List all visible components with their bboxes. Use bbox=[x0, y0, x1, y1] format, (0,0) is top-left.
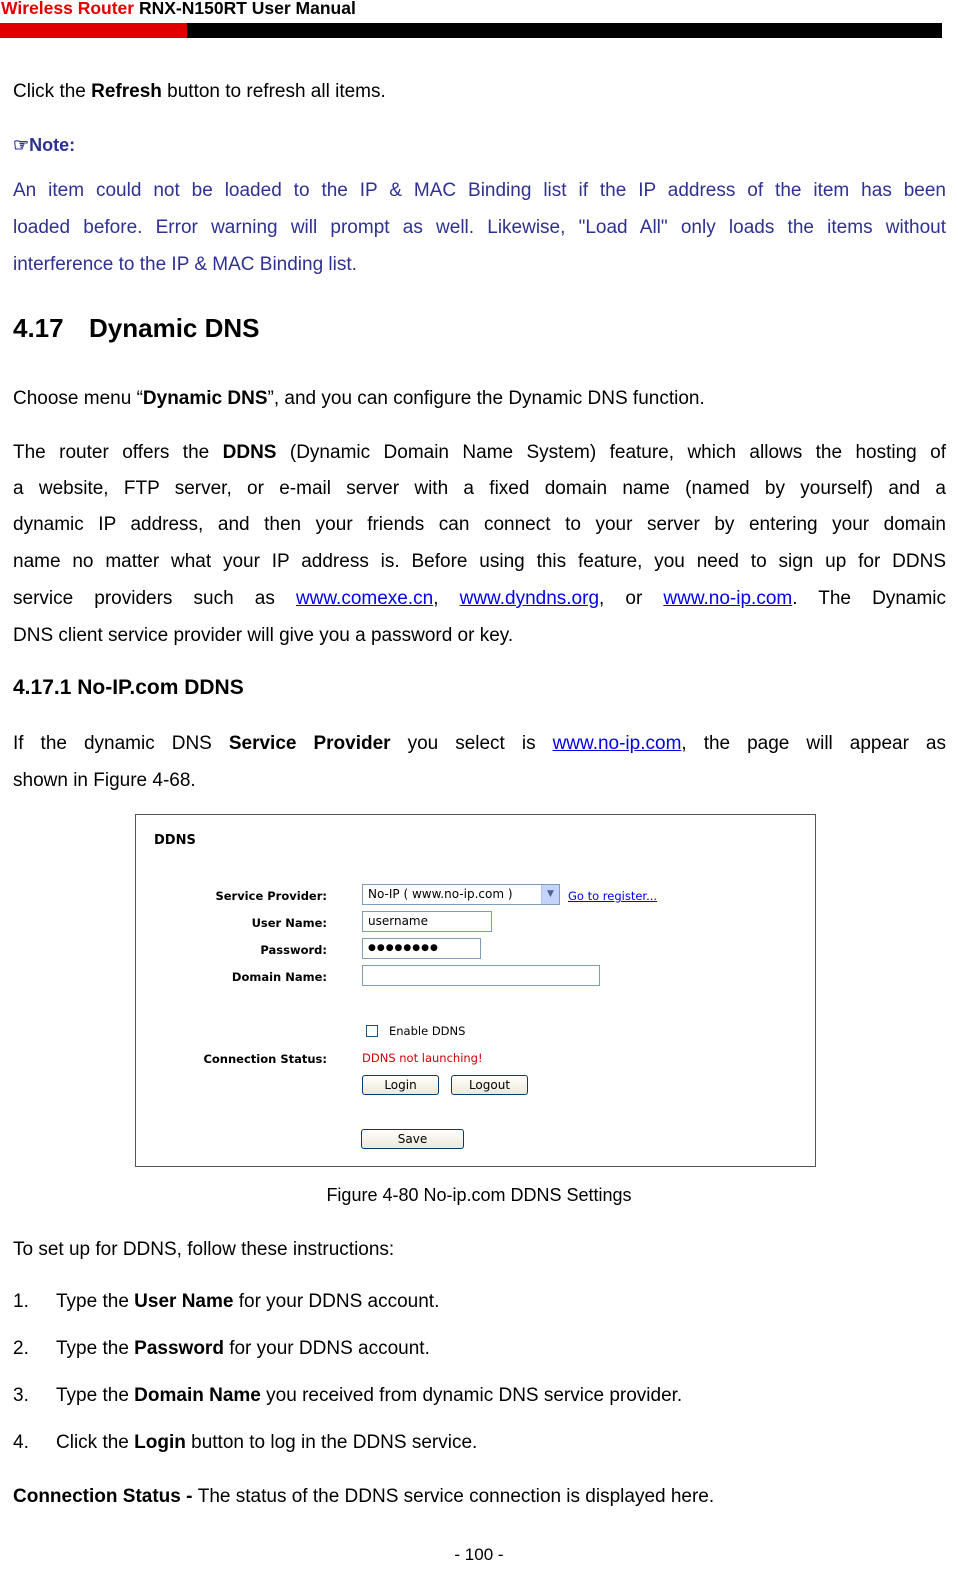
login-button[interactable]: Login bbox=[362, 1075, 439, 1095]
save-button[interactable]: Save bbox=[361, 1129, 464, 1149]
note-line-1: An item could not be loaded to the IP & MAC Binding list if the IP address of the item has been bbox=[13, 180, 946, 201]
step-item: 2. Type the Password for your DDNS account. bbox=[13, 1338, 430, 1359]
link-dyndns[interactable]: www.dyndns.org bbox=[459, 588, 600, 609]
header-bar-black bbox=[187, 23, 942, 38]
domain-name-input[interactable] bbox=[362, 965, 600, 986]
logout-button[interactable]: Logout bbox=[451, 1075, 528, 1095]
step-item: 4. Click the Login button to log in the DDNS service. bbox=[13, 1432, 478, 1453]
ddns-panel-title: DDNS bbox=[154, 833, 196, 848]
ddns-para-line-2: a website, FTP server, or e-mail server with a fixed domain name (named by yourself) and a bbox=[13, 478, 946, 499]
subsection-heading: 4.17.1 No-IP.com DDNS bbox=[13, 676, 244, 699]
note-heading bbox=[13, 127, 946, 164]
link-no-ip[interactable]: www.no-ip.com bbox=[663, 588, 793, 609]
connection-status-label: Connection Status: bbox=[203, 1052, 327, 1066]
chevron-down-icon[interactable]: ▼ bbox=[541, 885, 559, 904]
user-name-label: User Name: bbox=[251, 916, 327, 930]
note-label: Note: bbox=[29, 135, 76, 155]
header-model: RNX-N150RT User Manual bbox=[134, 0, 356, 18]
figure-caption: Figure 4-80 No-ip.com DDNS Settings bbox=[326, 1185, 632, 1205]
password-input[interactable]: ●●●●●●●● bbox=[362, 938, 481, 959]
document-header bbox=[1, 0, 356, 19]
section-heading: 4.17 Dynamic DNS bbox=[13, 313, 260, 343]
provider-para-line-2: shown in Figure 4-68. bbox=[13, 770, 196, 791]
step-item: 1. Type the User Name for your DDNS account. bbox=[13, 1291, 440, 1312]
password-label: Password: bbox=[260, 943, 327, 957]
user-name-input[interactable]: username bbox=[362, 911, 492, 932]
note-line-2: loaded before. Error warning will prompt as well. Likewise, "Load All" only loads the items without bbox=[13, 217, 946, 238]
refresh-paragraph: Click the Refresh button to refresh all items. bbox=[13, 81, 386, 102]
service-provider-select[interactable]: No-IP ( www.no-ip.com ) ▼ bbox=[362, 884, 560, 905]
link-comexe[interactable]: www.comexe.cn bbox=[295, 588, 434, 609]
link-no-ip-provider[interactable]: www.no-ip.com bbox=[552, 733, 682, 754]
ddns-settings-figure bbox=[135, 814, 816, 1167]
go-to-register-link[interactable]: Go to register... bbox=[568, 889, 658, 903]
ddns-para-line-3: dynamic IP address, and then your friends can connect to your server by entering your domain bbox=[13, 514, 946, 535]
instructions-intro: To set up for DDNS, follow these instructions: bbox=[13, 1239, 395, 1260]
ddns-para-line-1: The router offers the DDNS (Dynamic Domain Name System) feature, which allows the hosting of bbox=[13, 442, 946, 463]
note-line-3: interference to the IP & MAC Binding list. bbox=[13, 254, 357, 275]
connection-status-paragraph: Connection Status - The status of the DDNS service connection is displayed here. bbox=[13, 1486, 715, 1507]
domain-name-label: Domain Name: bbox=[231, 970, 327, 984]
enable-ddns-label: Enable DDNS bbox=[389, 1024, 466, 1038]
pointing-hand-icon: ☞ bbox=[13, 135, 30, 155]
service-provider-label: Service Provider: bbox=[215, 889, 327, 903]
ddns-para-line-4: name no matter what your IP address is. Before using this feature, you need to sign up for DDNS bbox=[13, 551, 946, 572]
ddns-para-line-6: DNS client service provider will give you a password or key. bbox=[13, 625, 514, 646]
menu-paragraph: Choose menu “Dynamic DNS”, and you can configure the Dynamic DNS function. bbox=[13, 388, 705, 409]
ddns-para-line-5: service providers such as www.comexe.cn, www.dyndns.org, or www.no-ip.com. The Dynamic bbox=[13, 588, 946, 609]
enable-ddns-checkbox[interactable] bbox=[366, 1025, 378, 1037]
provider-para-line-1: If the dynamic DNS Service Provider you select is www.no-ip.com, the page will appear as bbox=[13, 733, 946, 754]
step-item: 3. Type the Domain Name you received from dynamic DNS service provider. bbox=[13, 1385, 683, 1406]
header-brand: Wireless Router bbox=[1, 0, 135, 18]
header-bar-red bbox=[0, 23, 187, 38]
page-number: - 100 - bbox=[454, 1545, 504, 1564]
connection-status-value: DDNS not launching! bbox=[362, 1051, 483, 1065]
